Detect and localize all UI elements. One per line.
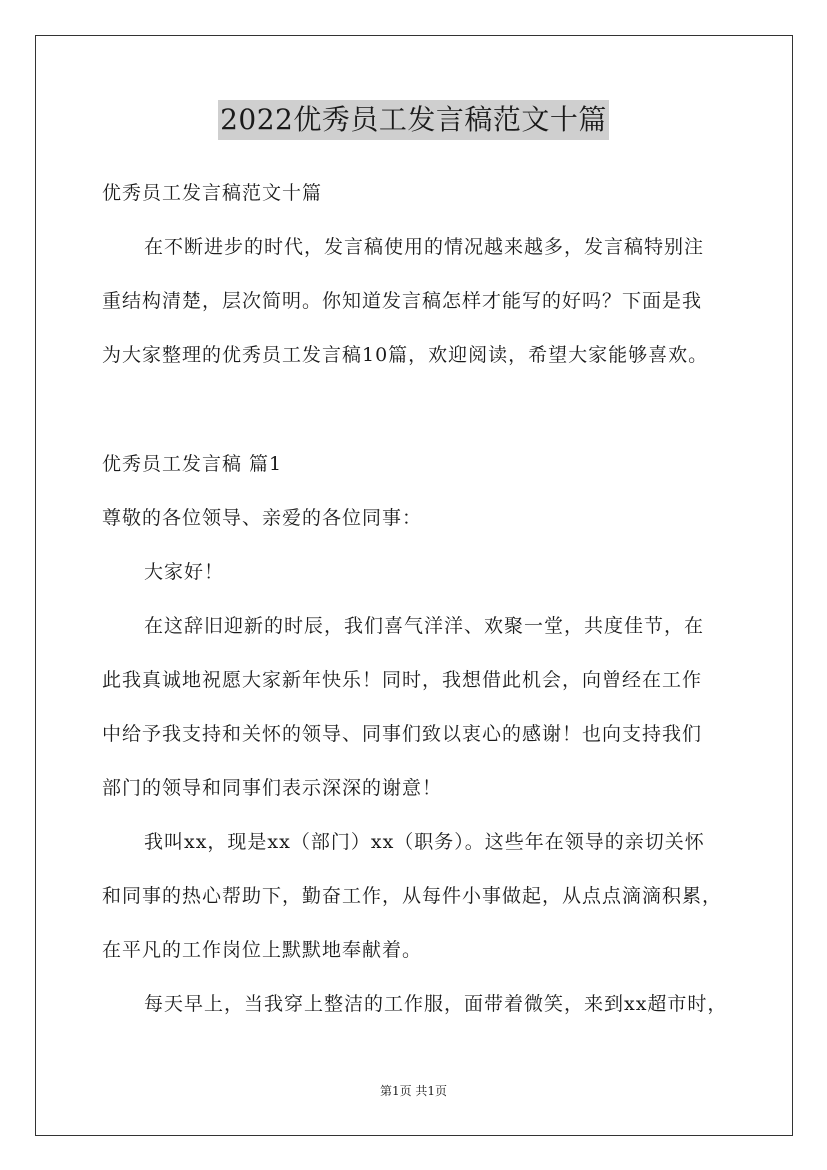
paragraph-line: 在这辞旧迎新的时辰，我们喜气洋洋、欢聚一堂，共度佳节，在 (144, 615, 705, 637)
section-heading: 优秀员工发言稿 篇1 (102, 453, 283, 475)
subtitle-line: 优秀员工发言稿范文十篇 (102, 182, 323, 204)
title-container (0, 100, 827, 140)
page-footer: 第1页 共1页 (379, 1084, 448, 1098)
paragraph-line: 此我真诚地祝愿大家新年快乐！同时，我想借此机会，向曾经在工作 (102, 669, 703, 691)
paragraph-line: 重结构清楚，层次简明。你知道发言稿怎样才能写的好吗？下面是我 (102, 290, 703, 312)
paragraph-line: 在平凡的工作岗位上默默地奉献着。 (102, 939, 423, 961)
paragraph-line: 中给予我支持和关怀的领导、同事们致以衷心的感谢！也向支持我们 (102, 723, 703, 745)
paragraph-line: 为大家整理的优秀员工发言稿10篇，欢迎阅读，希望大家能够喜欢。 (102, 344, 709, 366)
document-title: 2022优秀员工发言稿范文十篇 (218, 100, 609, 140)
greeting-line: 大家好！ (144, 561, 225, 583)
paragraph-line: 部门的领导和同事们表示深深的谢意！ (102, 777, 443, 799)
paragraph-line: 在不断进步的时代，发言稿使用的情况越来越多，发言稿特别注 (144, 236, 705, 258)
salutation-line: 尊敬的各位领导、亲爱的各位同事： (102, 507, 423, 529)
paragraph-line: 我叫xx，现是xx（部门）xx（职务）。这些年在领导的亲切关怀 (144, 831, 705, 853)
paragraph-line: 每天早上，当我穿上整洁的工作服，面带着微笑，来到xx超市时， (144, 993, 728, 1015)
paragraph-line: 和同事的热心帮助下，勤奋工作，从每件小事做起，从点点滴滴积累， (102, 885, 723, 907)
